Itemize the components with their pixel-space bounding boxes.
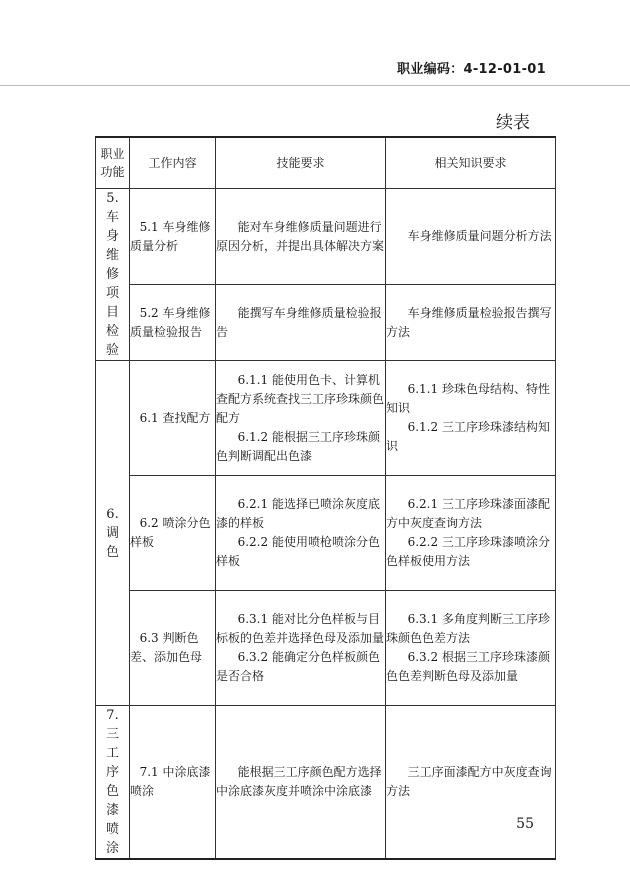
skills-cell: 6.3.1 能对比分色样板与目标板的色差并选择色母及添加量 6.3.2 能确定分色样板颜色是否合格 [216,591,386,706]
function-cell: 5.车身维修项目检验 [96,189,130,361]
table-row [96,591,556,706]
page-number: 55 [516,816,534,832]
knowledge-cell: 三工序面漆配方中灰度查询方法 [386,706,556,860]
header-knowledge: 相关知识要求 [386,137,556,189]
content-cell: 7.1 中涂底漆喷涂 [130,706,216,860]
skills-cell: 能撰写车身维修质量检验报告 [216,285,386,361]
table-row [96,285,556,361]
function-cell: 6.调色 [96,361,130,706]
function-cell: 7.三工序色漆喷涂 [96,706,130,860]
table-header-row [96,137,556,189]
table-row [96,476,556,591]
competency-table [95,136,556,860]
header-rule [0,85,630,86]
skills-cell: 6.2.1 能选择已喷涂灰度底漆的样板 6.2.2 能使用喷枪喷涂分色样板 [216,476,386,591]
knowledge-cell: 6.3.1 多角度判断三工序珍珠颜色色差方法 6.3.2 根据三工序珍珠漆颜色色差判断色母及添加量 [386,591,556,706]
skills-cell: 能对车身维修质量问题进行原因分析，并提出具体解决方案 [216,189,386,285]
content-cell: 5.2 车身维修质量检验报告 [130,285,216,361]
continued-label: 续表 [496,113,530,133]
content-cell: 6.1 查找配方 [130,361,216,476]
table-row [96,361,556,476]
header-skills: 技能要求 [216,137,386,189]
skills-cell: 6.1.1 能使用色卡、计算机查配方系统查找三工序珍珠颜色配方 6.1.2 能根据三工序珍珠颜色判断调配出色漆 [216,361,386,476]
skills-cell: 能根据三工序颜色配方选择中涂底漆灰度并喷涂中涂底漆 [216,706,386,860]
content-cell: 6.2 喷涂分色样板 [130,476,216,591]
job-code: 职业编码：4-12-01-01 [396,62,546,77]
header-content: 工作内容 [130,137,216,189]
knowledge-cell: 车身维修质量检验报告撰写方法 [386,285,556,361]
knowledge-cell: 6.1.1 珍珠色母结构、特性知识 6.1.2 三工序珍珠漆结构知识 [386,361,556,476]
content-cell: 5.1 车身维修质量分析 [130,189,216,285]
content-cell: 6.3 判断色差、添加色母 [130,591,216,706]
knowledge-cell: 6.2.1 三工序珍珠漆面漆配方中灰度查询方法 6.2.2 三工序珍珠漆喷涂分色样板使用方法 [386,476,556,591]
header-function: 职业功能 [96,137,130,189]
table-row [96,189,556,285]
knowledge-cell: 车身维修质量问题分析方法 [386,189,556,285]
table-row [96,706,556,860]
